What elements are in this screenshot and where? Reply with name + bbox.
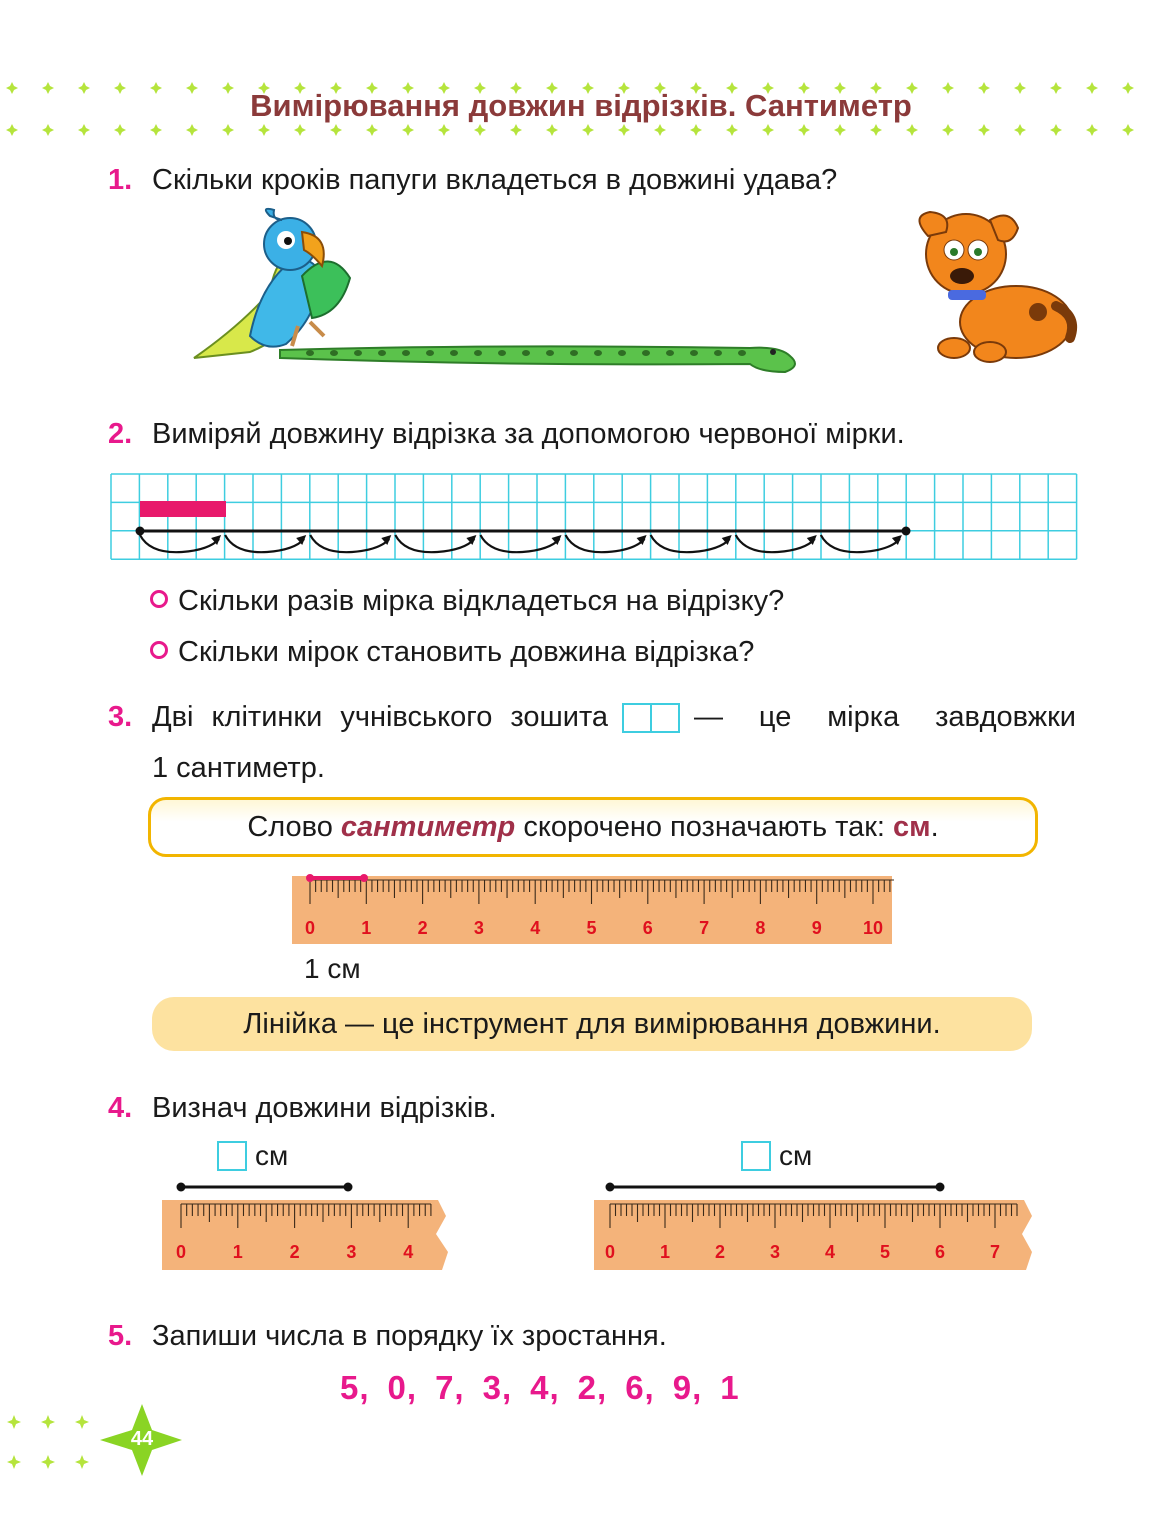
ruler-label: 9 — [811, 918, 822, 938]
task-1-number: 1. — [108, 164, 133, 196]
segment-left-end — [344, 1183, 353, 1192]
task-4 — [108, 1092, 497, 1125]
bullet-icon — [150, 641, 168, 659]
sequence-number: 3, — [482, 1369, 513, 1406]
ruler-label: 1 — [659, 1242, 671, 1262]
ruler-label: 4 — [403, 1242, 414, 1262]
ruler-label: 1 — [361, 918, 372, 938]
ruler-label: 5 — [879, 1242, 891, 1262]
segment-end-point — [902, 527, 911, 536]
task-4-number: 4. — [108, 1092, 133, 1124]
numbers-sequence — [340, 1369, 758, 1407]
ruler-label: 1 — [232, 1242, 243, 1262]
ruler-definition-box — [152, 997, 1032, 1051]
task-5-text: Запиши числа в порядку їх зростання. — [152, 1320, 667, 1352]
red-measure-bar — [140, 501, 226, 517]
sequence-number: 2, — [577, 1369, 608, 1406]
segment-left-start — [177, 1183, 186, 1192]
ruler-label: 6 — [934, 1242, 946, 1262]
ruler-label: 2 — [417, 918, 428, 938]
segment-right-start — [606, 1183, 615, 1192]
task-4-text: Визнач довжини відрізків. — [152, 1092, 497, 1124]
sequence-number: 6, — [625, 1369, 655, 1406]
ruler-label: 7 — [989, 1242, 1001, 1262]
answer-right: см — [741, 1140, 812, 1172]
task-2-question-2: Скільки мірок становить довжина відрізка? — [150, 636, 754, 669]
word-santimetr: сантиметр — [340, 811, 516, 843]
task-3-text-line2: 1 сантиметр. — [152, 752, 325, 784]
task-2-number: 2. — [108, 418, 133, 450]
measurement-grid — [110, 472, 1080, 562]
answer-box-left[interactable] — [217, 1141, 247, 1171]
task-3-text-before: Дві клітинки учнівського зошита — [152, 701, 609, 733]
sequence-number: 4, — [530, 1369, 560, 1406]
answer-box-right[interactable] — [741, 1141, 771, 1171]
bullet-icon — [150, 590, 168, 608]
task-2 — [108, 418, 905, 451]
task-1 — [108, 164, 837, 197]
task-3-number: 3. — [108, 701, 133, 733]
task-1-text: Скільки кроків папуги вкладеться в довжині удава? — [152, 164, 838, 196]
ruler-label: 8 — [755, 918, 766, 938]
task-3 — [108, 701, 1076, 785]
ruler-label: 7 — [699, 918, 710, 938]
ruler-label: 4 — [824, 1242, 836, 1262]
sequence-number: 7, — [435, 1369, 465, 1406]
page-number-star-icon — [0, 1400, 200, 1480]
ruler-label: 6 — [642, 918, 653, 938]
answer-left: см — [217, 1140, 288, 1172]
task-2-text: Виміряй довжину відрізка за допомогою червоної мірки. — [152, 418, 905, 450]
sequence-number: 5, — [340, 1369, 370, 1406]
ruler-label: 2 — [714, 1242, 726, 1262]
centimeter-abbreviation-box: Слово сантиметр скорочено позначають так: см. — [148, 797, 1038, 857]
task-5 — [108, 1320, 667, 1353]
ruler-label: 2 — [289, 1242, 300, 1262]
ruler-left — [160, 1176, 450, 1274]
ruler-label: 4 — [530, 918, 541, 938]
ruler-label: 3 — [473, 918, 484, 938]
page-title: Вимірювання довжин відрізків. Сантиметр — [250, 88, 912, 123]
ruler-label: 3 — [346, 1242, 357, 1262]
abbreviation-sm: см — [893, 811, 931, 843]
ruler-definition-text: Лінійка — це інструмент для вимірювання довжини. — [243, 1008, 941, 1040]
ruler-label: 0 — [175, 1242, 187, 1262]
sequence-number: 1 — [720, 1369, 740, 1406]
sequence-number: 0, — [387, 1369, 418, 1406]
ruler-right — [592, 1176, 1034, 1274]
dog-illustration — [906, 206, 1082, 366]
parrot-and-snake-illustration — [190, 206, 820, 376]
highlight-start-point — [306, 874, 314, 882]
sequence-number: 9, — [672, 1369, 703, 1406]
task-5-number: 5. — [108, 1320, 133, 1352]
task-3-text-after: — це мірка завдовжки — [694, 701, 1076, 733]
task-2-question-1: Скільки разів мірка відкладеться на відрізку? — [150, 585, 784, 618]
ruler-label: 10 — [862, 918, 884, 938]
ruler-caption: 1 см — [304, 953, 361, 984]
page-number: 44 — [130, 1428, 154, 1450]
ruler-label: 5 — [586, 918, 597, 938]
highlight-end-point — [360, 874, 368, 882]
ruler-label: 0 — [304, 918, 316, 938]
segment-right-end — [936, 1183, 945, 1192]
ruler-0-10 — [292, 872, 894, 944]
two-cells-icon — [622, 703, 680, 733]
segment-start-point — [136, 527, 145, 536]
ruler-label: 3 — [769, 1242, 781, 1262]
ruler-label: 0 — [604, 1242, 616, 1262]
